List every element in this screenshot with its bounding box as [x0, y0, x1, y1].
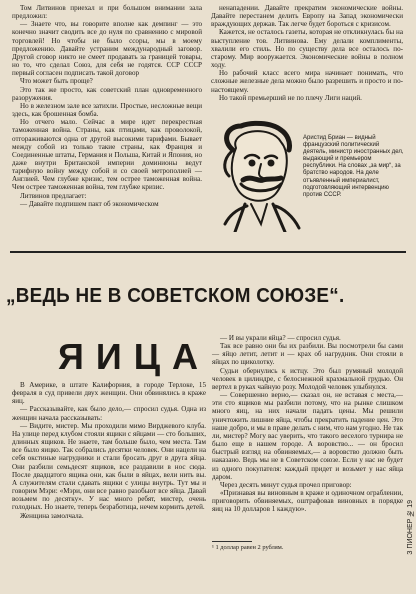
paragraph: — Рассказывайте, как было дело,— спросил судья. Одна из женщин начала рассказывать:	[12, 405, 206, 422]
paragraph: Это так же просто, как советский план одновременного разоружения.	[12, 85, 202, 102]
article-column-top-right	[211, 4, 403, 102]
paragraph: — Совершенно верно,— сказал он, не вставая с места,— эти сто ящиков мы разбили потому, что на рынке слишком много яиц, на них начали падать цены. Мы решили уничтожить лишние яйца, чтобы прекратить падение цен. Это наше добро, и мы в праве делать с ним, что нам угодно. Не так ли, мистер? Могу вас уверить, что такого веселого турнира не было еще в нашем городе. А воровство... — он бросил быстрый взгляд на обвиняемых,— а воровство должно быть наказано. Ведь мы не в Советском союзе. Если у нас не будет из одного покупателя: каждый придет и возьмет у нас яйца даром.	[212, 391, 403, 481]
paragraph: «Признавая вы виновным в краже и одиночном ограблении, приговорить обвиняемых, оштрафовав виновных в порядке яиц на 10 долларов 1 каждую».	[212, 488, 403, 514]
article-title: ЯИЦА	[58, 336, 211, 377]
paragraph: Женщина замолчала.	[20, 511, 84, 520]
paragraph: — И вы украли яйца? — спросил судья.	[220, 334, 341, 342]
article-column-bottom-left	[12, 381, 206, 520]
paragraph: Но рабочий класс всего мира начинает понимать, что сложные железные дела можно было разрешить и просто и по-настоящему.	[211, 69, 403, 94]
paragraph: — Знаете что, вы говорите вполне как демпинг — это конечно значит сводить все до нуля по сравнению с мировой торговлей! Но чтобы не было ссоры, мы в моему предложению. Давайте устраним международный заговор. Другой сговор никто не смеет продавать за границей товары, но то, что сделал Союз, для себя не годятся. ССР СССР первый согласен подписать такой договор	[12, 20, 202, 78]
caricature-caption: Аристид Бриан — видный французский политический деятель, министр иностранных дел, выдающий и премьером республики. На словах „за мир“, за братство народов. На деле отъявленный империалист, подготовляющий интервенцию против СССР.	[303, 135, 404, 198]
article-column-top-left	[12, 4, 202, 208]
page-number: З ПИОНЕР № 19	[407, 500, 414, 555]
paragraph: Судьи обернулись к истцу. Это был румяный молодой человек в цилиндре, с белоснежной крахмальной грудью. Он вертел в руках чайную розу. Молодой человек улыбнулся.	[212, 366, 403, 391]
footnote: ¹ 1 доллар равен 2 рублям.	[212, 544, 284, 551]
caricature-portrait-icon	[211, 120, 301, 232]
paragraph: ненападении. Давайте прекратим экономические войны. Давайте перестанем делить Европу на Запад экономически враждующих держав. Так легче будет бороться с кризисом.	[211, 4, 403, 29]
article-column-bottom-right	[212, 334, 403, 513]
paragraph: Так все равно они бы их разбили. Вы посмотрели бы сами — яйцо летит, летит и — крах об нагрудник. Они стояли в яйцах по щиколотку.	[212, 342, 403, 367]
paragraph: Что может быть проще?	[20, 77, 93, 86]
paragraph: В Америке, в штате Калифорния, в городе Терлоке, 15 февраля в суд привели двух женщин. Они обвинялись в краже яиц.	[12, 381, 206, 406]
paragraph: Но отчего мало. Сейчас в мире идет перекрестная таможенная война. Страны, как птицами, как проволокой, отгораживаются одна от другой высокими тарифами. Бывает между собой из только такие страны, как Франция и Соединенные штаты, Германия и Польша, Китай и Япония, но даже внутри Британской империи доминионы ведут тарифную войну между собой и со своей метрополией — Англией. Чем глубже кризис, тем острее таможенная война. Чем острее таможенная война, тем глубже кризис.	[12, 118, 202, 192]
section-divider	[10, 251, 406, 253]
paragraph: — Давайте подпишем пакт об экономическом	[20, 199, 159, 208]
paragraph: Кажется, не осталось газеты, которая не откликнулась бы на выступление тов. Литвинова. Ему делали комплименты, хвалили его стиль. Но по существу дела все осталось по-старому. Мир вооружается. Экономические войны в полном ходу.	[211, 28, 403, 70]
paragraph: — Видите, мистер. Мы проходили мимо Вирджевого клуба. На улице перед клубом стояли ящики с яйцами — сто больших, длинных ящиков. Не знаете, там больше было, чем места. Там все было яицко. Так собрались десятки человек. Они нацели на себя окстиные нагрудники и стали бросать друг в друга яйца. Они разбили семьдесят ящиков, все раздавили в нос сюда. После двадцатого ящика они, как были в яйцах, вели нить вы. А служителям стали сдавать ящики с улицы внутрь. Тут мы и говорим Мэри: «Мэри, они все равно разобьют все яйца. Давай возьмем по десятку». У нас много ребят, мистер, очень голодных. Но знаете, теперь безработица, нечем кормить детей.	[12, 421, 206, 512]
paragraph: Через десять минут судья прочел приговор:	[220, 480, 352, 489]
paragraph: Но в железном зале все затихли. Простые, несложные вещи здесь, как брошенная бомба.	[12, 101, 202, 119]
paragraph: Но такой премьерший не по плечу Лиги наций.	[219, 93, 362, 102]
paragraph: Литвинов предлагает:	[20, 191, 87, 200]
footnote-divider	[212, 541, 252, 542]
caricature-illustration	[211, 120, 407, 232]
paragraph: Том Литвинов приехал и при большом внимании зала предложил:	[12, 4, 202, 21]
article-headline: „ВЕДЬ НЕ В СОВЕТСКОМ СОЮЗЕ“.	[6, 284, 345, 307]
